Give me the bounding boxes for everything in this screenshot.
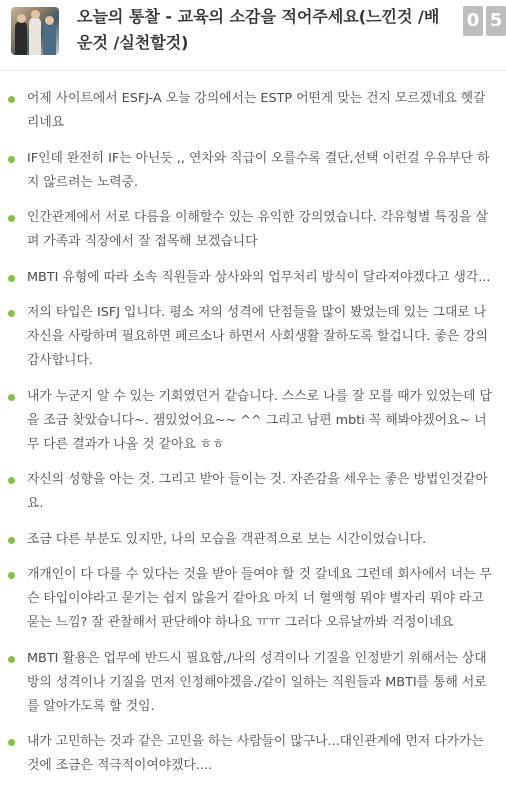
comment-text: 조금 다른 부분도 있지만, 나의 모습을 객관적으로 보는 시간이었습니다. [27,531,427,547]
comment-item [0,147,506,195]
comment-item [0,730,506,778]
bullet-icon [8,394,15,401]
bullet-icon [8,537,15,544]
bullet-icon [8,310,15,317]
comment-item [0,385,506,457]
post-header [0,0,506,70]
bullet-icon [8,275,15,282]
comment-text: MBTI 유형에 따라 소속 직원들과 상사와의 업무처리 방식이 달라져야겠다고 생각... [27,269,491,285]
bullet-icon [8,572,15,579]
comment-item [0,468,506,516]
comment-text: 인간관계에서 서로 다름을 이해할수 있는 유익한 강의였습니다. 각유형별 특징을 살펴 가족과 직장에서 잘 접목해 보겠습니다 [27,210,488,249]
bullet-icon [8,156,15,163]
comment-item [0,647,506,719]
comment-text: 개개인이 다 다를 수 있다는 것을 받아 들여야 할 것 갈네요 그런데 회사에서 너는 무슨 타입이야라고 묻기는 쉽지 않을거 같아요 마치 너 혈액형 뭐야 별자리 뭐야 라고 묻는 느낌? 잘 관찰해서 판단해야 하나요 ㅠㅠ 그러다 오류날까봐 걱정이네요 [27,567,492,630]
post-title: 오늘의 통찰 - 교육의 소감을 적어주세요(느낀것 /배운것 /실천할것) [77,7,440,52]
comment-counter [463,6,506,36]
comment-list [0,87,506,790]
comment-item [0,266,506,290]
bullet-icon [8,477,15,484]
bullet-icon [8,656,15,663]
bullet-icon [8,215,15,222]
bullet-icon [8,96,15,103]
comment-text: 저의 타입은 ISFJ 입니다. 평소 저의 성격에 단점들을 많이 봤었는데 있는 그대로 나 자신을 사랑하며 필요하면 페르소나 하면서 사회생활 잘하도록 할겁니다. 좋은 강의 감사합니다. [27,305,488,368]
bullet-icon [8,739,15,746]
comment-text: IF인데 완전히 IF는 아닌듯 ,, 연차와 직급이 오를수록 결단,선택 이런걸 우유부단 하지 않르려는 노력중. [27,150,490,190]
comment-item [0,563,506,635]
comment-item [0,528,506,552]
comment-text: 어제 사이트에서 ESFJ-A 오늘 강의에서는 ESTP 어떤게 맞는 건지 모르겠네요 헷갈리네요 [27,91,486,130]
comment-text: 내가 누군지 알 수 있는 기회였던거 같습니다. 스스로 나를 잘 모를 때가 있었는데 답을 조금 찾았습니다~. 잼있었어요~~ ^^ 그리고 남편 mbti 꼭 해봐야겠어요~ 너무 다른 결과가 나올 것 같아요 ㅎㅎ [27,388,492,452]
comment-item [0,301,506,373]
counter-digit: 5 [486,6,506,36]
counter-digit: 0 [463,6,483,36]
comment-item [0,206,506,254]
comment-text: 자신의 성향을 아는 것. 그리고 받아 들이는 것. 자존감을 세우는 좋은 방법인것같아요. [27,472,488,511]
comment-item [0,87,506,135]
comment-text: MBTI 활용은 업무에 반드시 필요함,/나의 성격이나 기질을 인정받기 위해서는 상대방의 성격이나 기질을 먼저 인정해야겠음./같이 일하는 직원들과 MBTI를 통해 서로를 알아가도록 할 것임. [27,650,487,714]
post-thumbnail-image [11,7,59,55]
comment-text: 내가 고민하는 것과 같은 고민을 하는 사람들이 많구나...대인관계에 먼저 다가가는 것에 조금은 적극적이여야겠다.... [27,734,484,773]
header-divider [0,70,506,71]
